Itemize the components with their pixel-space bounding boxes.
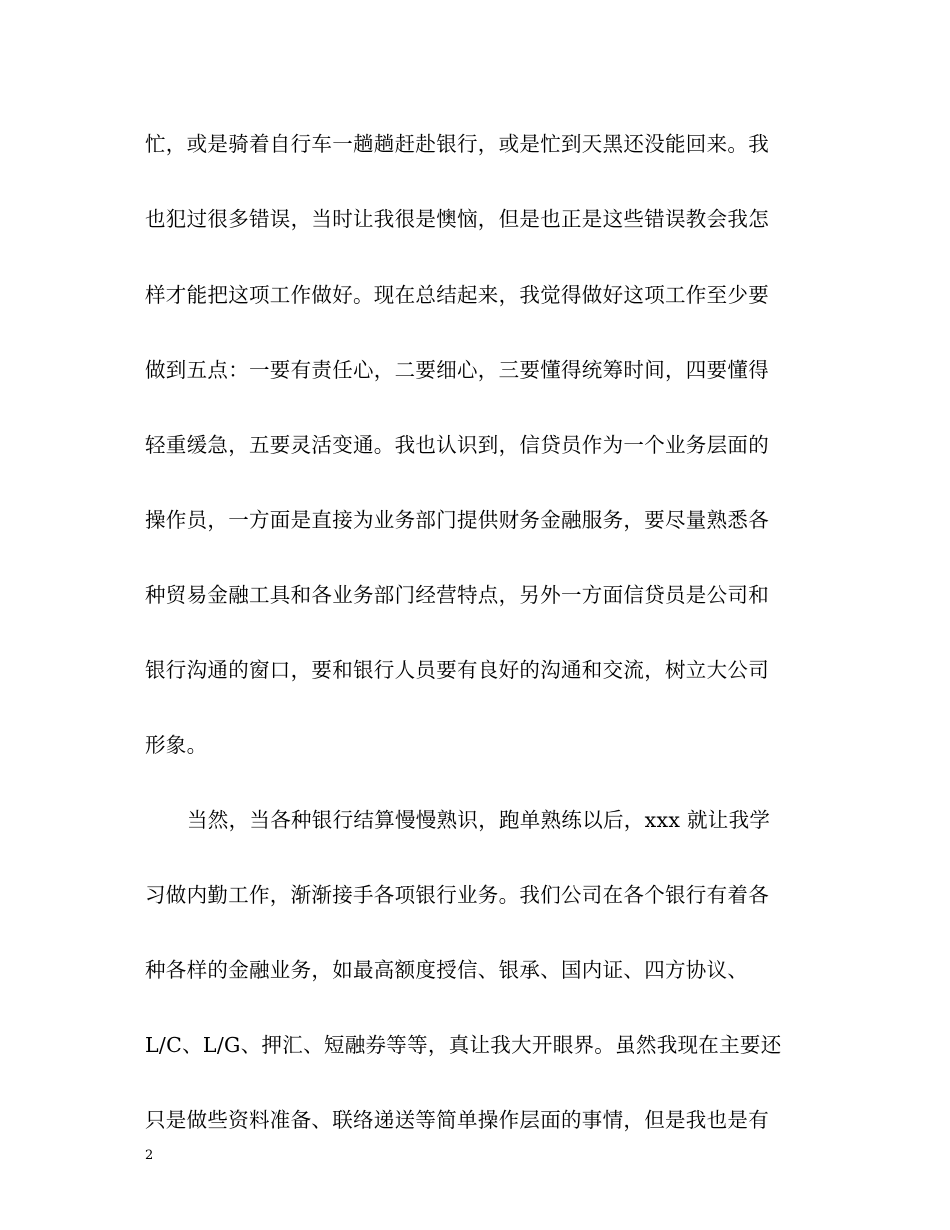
text-line: 也犯过很多错误，当时让我很是懊恼，但是也正是这些错误教会我怎	[145, 207, 769, 231]
text-line: 忙，或是骑着自行车一趟趟赶赴银行，或是忙到天黑还没能回来。我	[145, 132, 769, 156]
text-line: 做到五点：一要有责任心，二要细心，三要懂得统筹时间，四要懂得	[145, 358, 769, 382]
page-number: 2	[145, 1148, 154, 1163]
text-line: 样才能把这项工作做好。现在总结起来，我觉得做好这项工作至少要	[145, 283, 769, 307]
text-line: 种贸易金融工具和各业务部门经营特点，另外一方面信贷员是公司和	[145, 583, 769, 607]
text-line: 只是做些资料准备、联络递送等简单操作层面的事情，但是我也是有	[145, 1108, 769, 1132]
text-line: L/C、L/G、押汇、短融券等等，真让我大开眼界。虽然我现在主要还	[145, 1033, 782, 1057]
text-line: 银行沟通的窗口，要和银行人员要有良好的沟通和交流，树立大公司	[145, 658, 769, 682]
text-line: 形象。	[145, 733, 208, 757]
text-line: 习做内勤工作，渐渐接手各项银行业务。我们公司在各个银行有着各	[145, 883, 769, 907]
text-line: 种各样的金融业务，如最高额度授信、银承、国内证、四方协议、	[145, 958, 749, 982]
paragraph-first-line: 当然，当各种银行结算慢慢熟识，跑单熟练以后，xxx 就让我学	[187, 808, 771, 832]
text-line: 操作员，一方面是直接为业务部门提供财务金融服务，要尽量熟悉各	[145, 508, 769, 532]
text-line: 轻重缓急，五要灵活变通。我也认识到，信贷员作为一个业务层面的	[145, 433, 769, 457]
